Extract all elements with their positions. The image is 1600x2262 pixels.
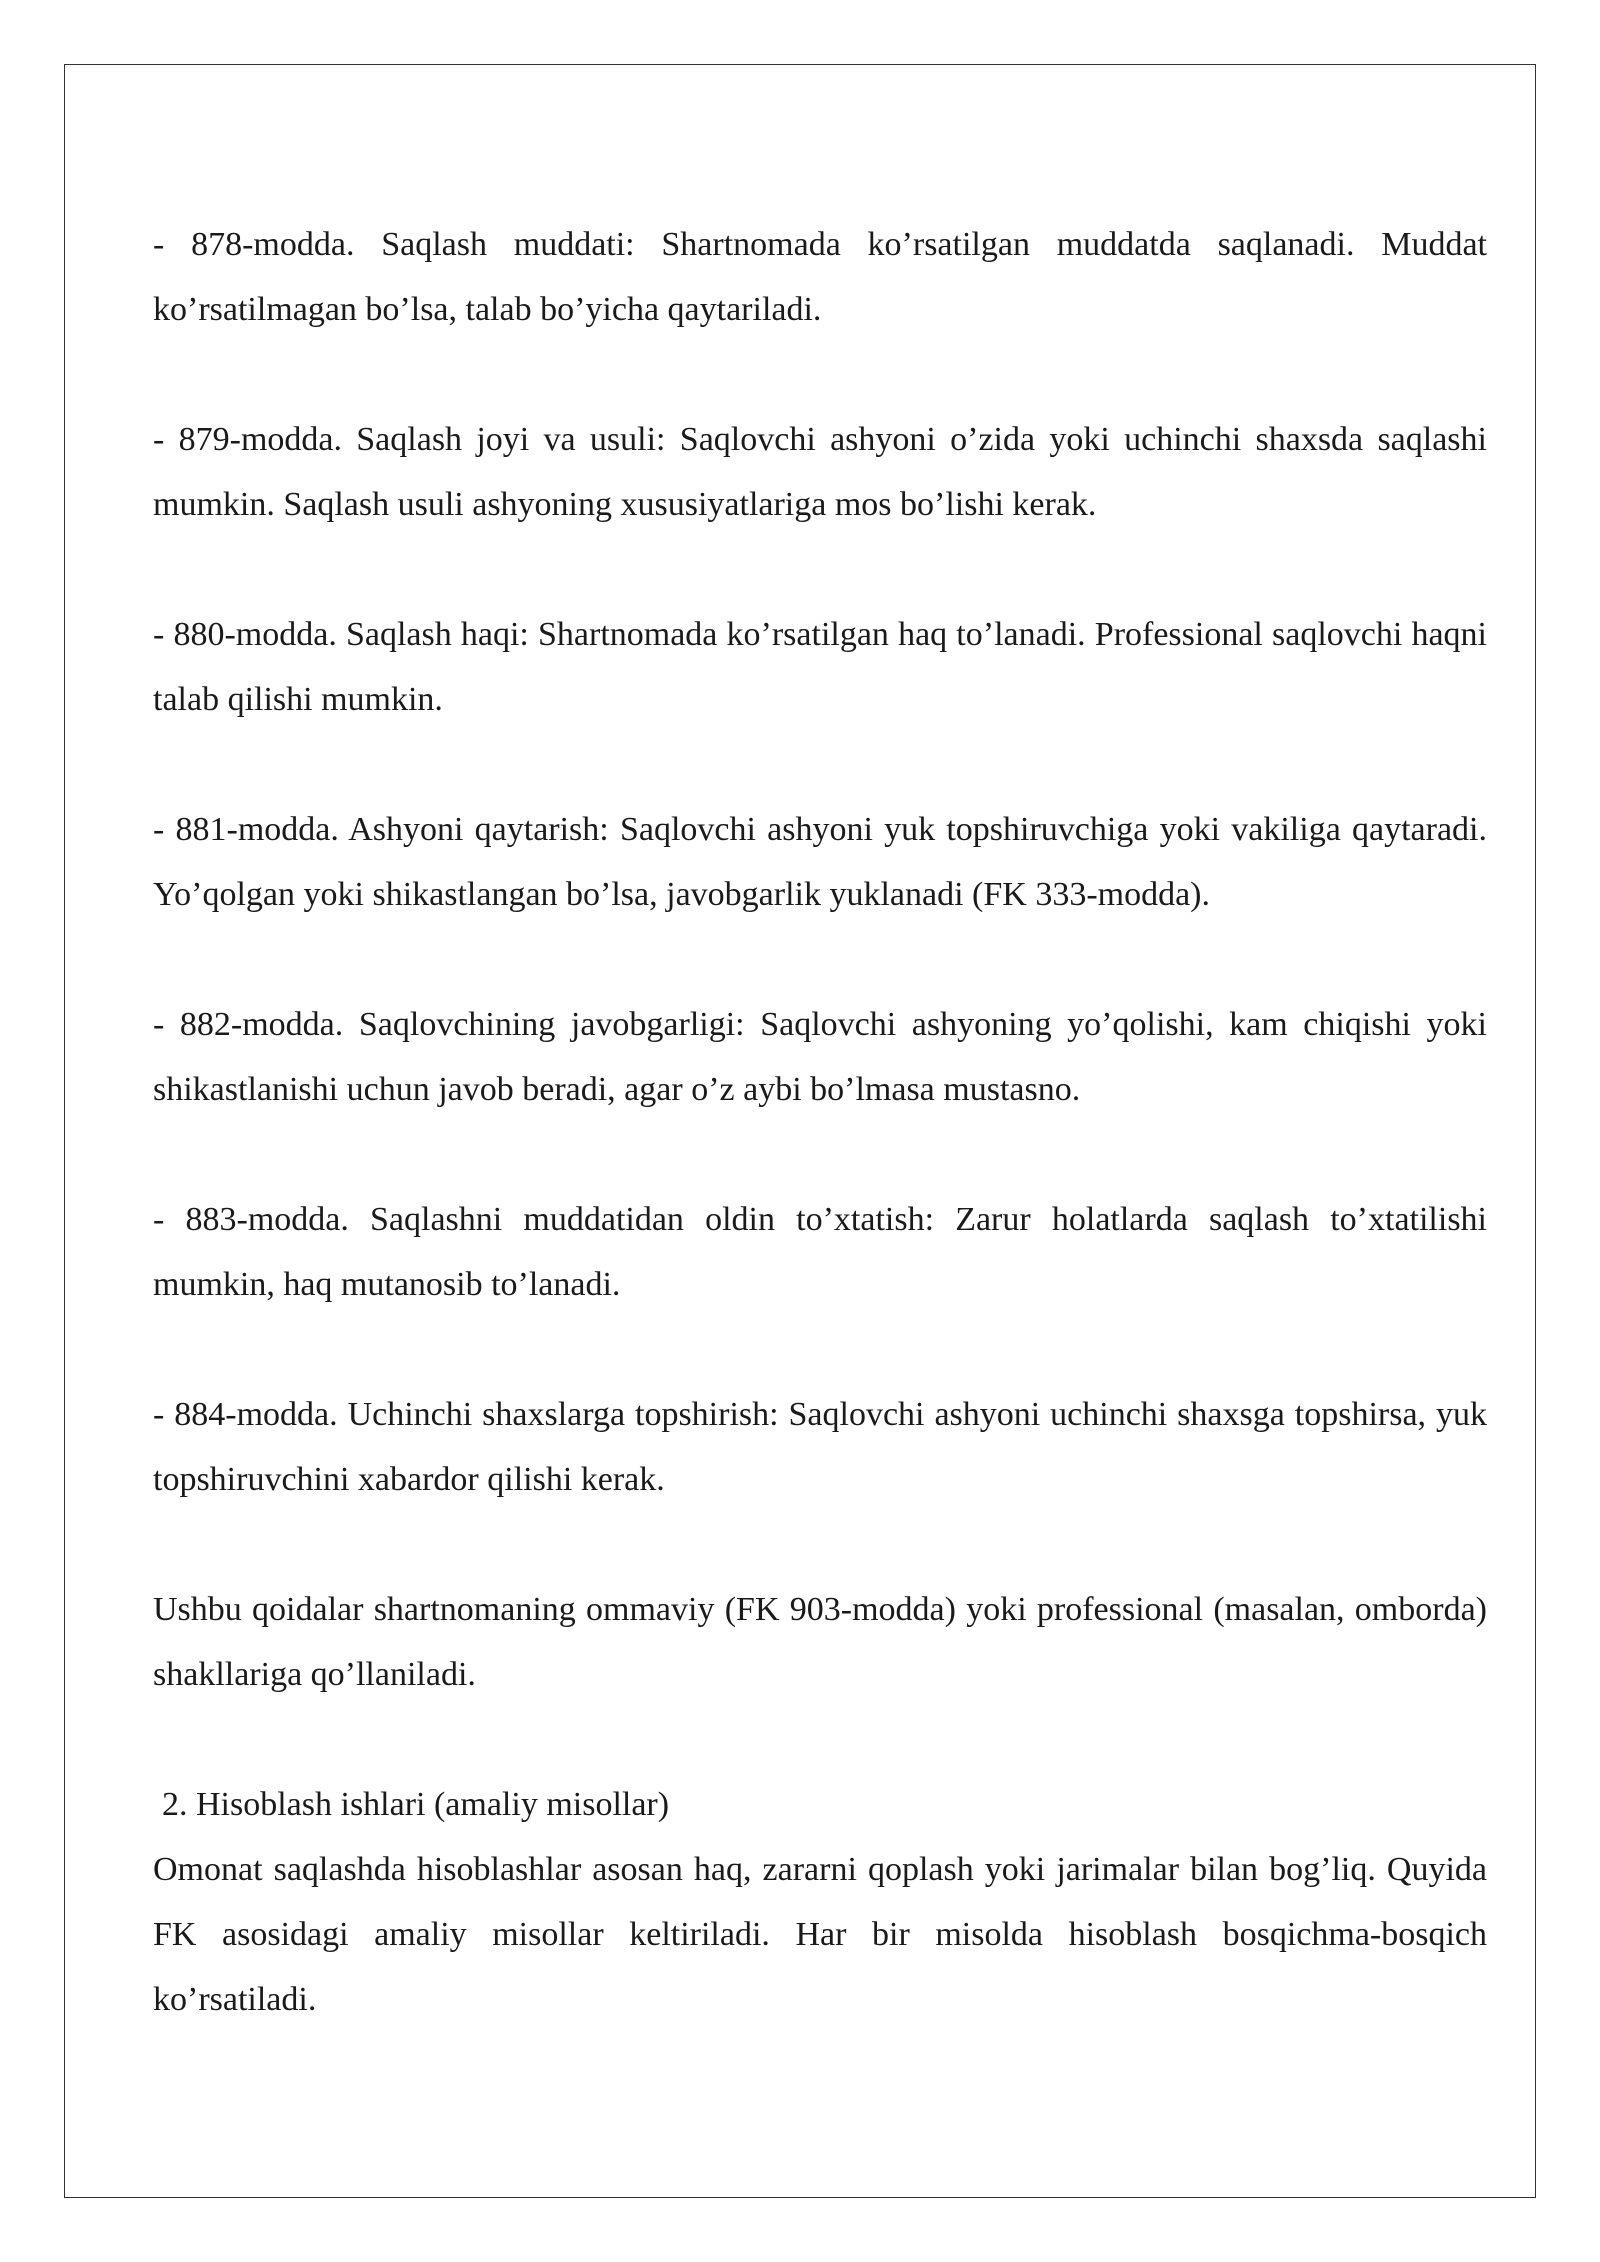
article-882: - 882-modda. Saqlovchining javobgarligi: Saqlovchi ashyoning yo’qolishi, kam chiqishi yoki shikastlanishi uchun javob beradi, agar o’z aybi bo’lmasa mustasno. — [153, 1006, 1487, 1108]
article-881: - 881-modda. Ashyoni qaytarish: Saqlovchi ashyoni yuk topshiruvchiga yoki vakiliga qaytaradi. Yo’qolgan yoki shikastlangan bo’lsa, javobgarlik yuklanadi (FK 333-modda). — [153, 811, 1487, 913]
paragraph-gap — [153, 1317, 1487, 1382]
summary-paragraph: Ushbu qoidalar shartnomaning ommaviy (FK 903-modda) yoki professional (masalan, omborda) shakllariga qo’llaniladi. — [153, 1591, 1487, 1693]
article-880: - 880-modda. Saqlash haqi: Shartnomada ko’rsatilgan haq to’lanadi. Professional saqlovchi haqni talab qilishi mumkin. — [153, 616, 1487, 718]
paragraph-gap — [153, 1122, 1487, 1187]
paragraph-gap — [153, 537, 1487, 602]
article-883: - 883-modda. Saqlashni muddatidan oldin to’xtatish: Zarur holatlarda saqlash to’xtatilishi mumkin, haq mutanosib to’lanadi. — [153, 1201, 1487, 1303]
paragraph-gap — [153, 342, 1487, 407]
article-878: - 878-modda. Saqlash muddati: Shartnomada ko’rsatilgan muddatda saqlanadi. Muddat ko’rsatilmagan bo’lsa, talab bo’yicha qaytariladi. — [153, 226, 1487, 328]
article-879: - 879-modda. Saqlash joyi va usuli: Saqlovchi ashyoni o’zida yoki uchinchi shaxsda saqlashi mumkin. Saqlash usuli ashyoning xususiyatlariga mos bo’lishi kerak. — [153, 421, 1487, 523]
paragraph-gap — [153, 1707, 1487, 1772]
paragraph-gap — [153, 732, 1487, 797]
article-884: - 884-modda. Uchinchi shaxslarga topshirish: Saqlovchi ashyoni uchinchi shaxsga topshirsa, yuk topshiruvchini xabardor qilishi kerak. — [153, 1396, 1487, 1498]
section-heading: 2. Hisoblash ishlari (amaliy misollar) — [162, 1786, 670, 1823]
section-intro: Omonat saqlashda hisoblashlar asosan haq, zararni qoplash yoki jarimalar bilan bog’liq. Quyida FK asosidagi amaliy misollar keltiriladi. Har bir misolda hisoblash bosqichma-bosqich ko’rsatiladi. — [153, 1851, 1487, 2018]
document-body — [153, 212, 1487, 2032]
paragraph-gap — [153, 927, 1487, 992]
paragraph-gap — [153, 1512, 1487, 1577]
